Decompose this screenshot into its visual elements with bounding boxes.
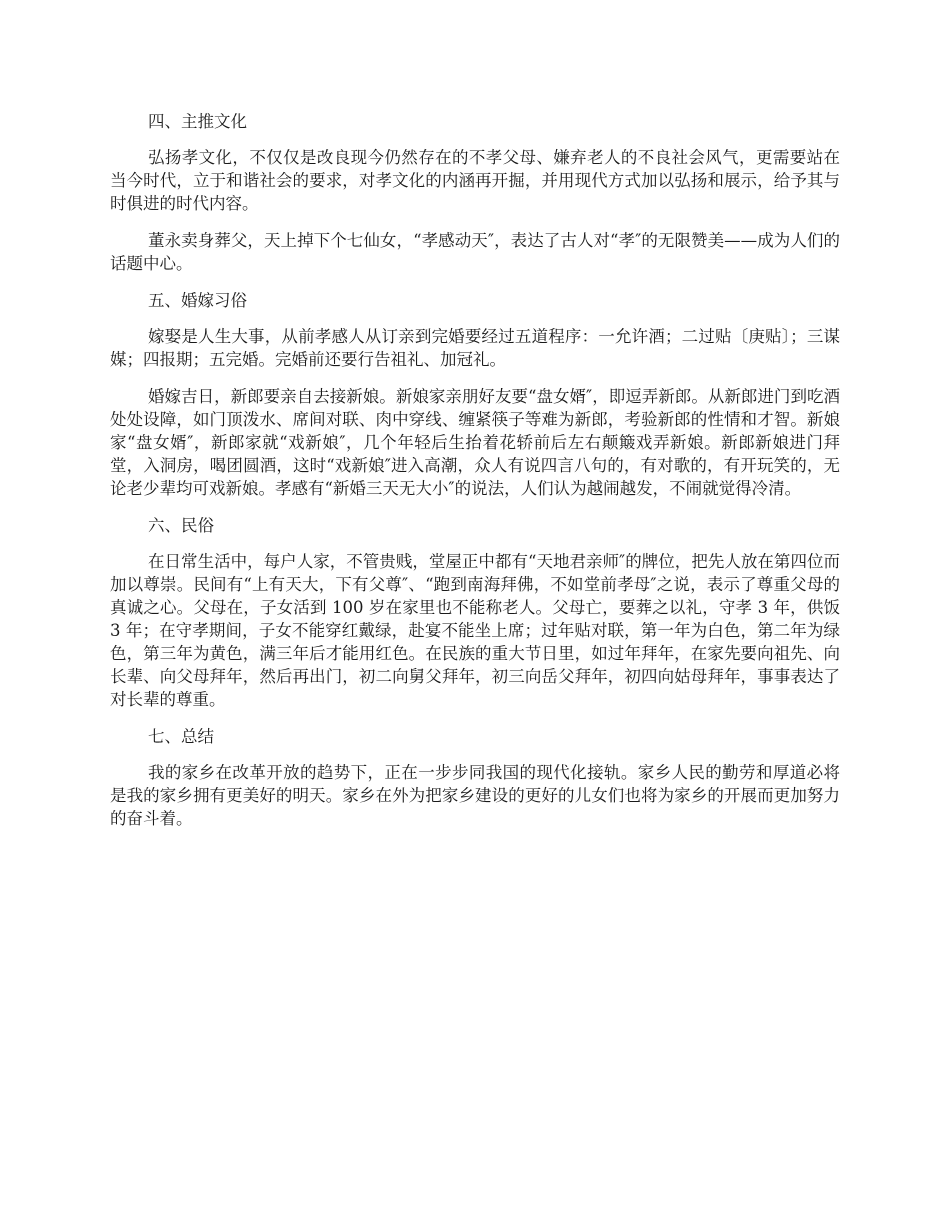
paragraph: 在日常生活中，每户人家，不管贵贱，堂屋正中都有“天地君亲师″的牌位，把先人放在第四位而加以尊崇。民间有“上有天大，下有父尊″、“跑到南海拜佛，不如堂前孝母″之说，表示了尊重父母的真诚之心。父母在，子女活到 100 岁在家里也不能称老人。父母亡，要葬之以礼，守孝 3 年，供饭 3 年；在守孝期间，子女不能穿红戴绿，赴宴不能坐上席；过年贴对联，第一年为白色，第二年为绿色，第三年为黄色，满三年后才能用红色。在民族的重大节日里，如过年拜年，在家先要向祖先、向长辈、向父母拜年，然后再出门，初二向舅父拜年，初三向岳父拜年，初四向姑母拜年，事事表达了对长辈的尊重。 xyxy=(110,552,840,709)
section-wedding-customs xyxy=(110,289,840,500)
paragraph: 董永卖身葬父，天上掉下个七仙女，“孝感动天″，表达了古人对“孝″的无限赞美——成为人们的话题中心。 xyxy=(110,231,840,273)
section-folk-customs xyxy=(110,514,840,711)
section-heading: 五、婚嫁习俗 xyxy=(148,291,247,310)
paragraph: 弘扬孝文化，不仅仅是改良现今仍然存在的不孝父母、嫌弃老人的不良社会风气，更需要站在当今时代，立于和谐社会的要求，对孝文化的内涵再开掘，并用现代方式加以弘扬和展示，给予其与时俱进的时代内容。 xyxy=(110,148,840,213)
paragraph: 我的家乡在改革开放的趋势下，正在一步步同我国的现代化接轨。家乡人民的勤劳和厚道必将是我的家乡拥有更美好的明天。家乡在外为把家乡建设的更好的儿女们也将为家乡的开展而更加努力的奋斗着。 xyxy=(110,763,840,828)
section-heading: 四、主推文化 xyxy=(148,112,247,131)
section-summary xyxy=(110,725,840,830)
section-culture xyxy=(110,110,840,275)
section-heading: 六、民俗 xyxy=(148,516,214,535)
paragraph: 婚嫁吉日，新郎要亲自去接新娘。新娘家亲朋好友要“盘女婿″，即逗弄新郎。从新郎进门到吃酒处处设障，如门顶泼水、席间对联、肉中穿线、缠紧筷子等难为新郎，考验新郎的性情和才智。新娘家“盘女婿″，新郎家就“戏新娘″，几个年轻后生抬着花轿前后左右颠簸戏弄新娘。新郎新娘进门拜堂，入洞房，喝团圆酒，这时“戏新娘″进入高潮，众人有说四言八句的，有对歌的，有开玩笑的，无论老少辈均可戏新娘。孝感有“新婚三天无大小″的说法，人们认为越闹越发，不闹就觉得冷清。 xyxy=(110,387,840,498)
section-heading: 七、总结 xyxy=(148,727,214,746)
document-page xyxy=(110,110,840,844)
paragraph: 嫁娶是人生大事，从前孝感人从订亲到完婚要经过五道程序：一允许酒；二过贴〔庚贴〕；三谋媒；四报期；五完婚。完婚前还要行告祖礼、加冠礼。 xyxy=(110,327,840,369)
